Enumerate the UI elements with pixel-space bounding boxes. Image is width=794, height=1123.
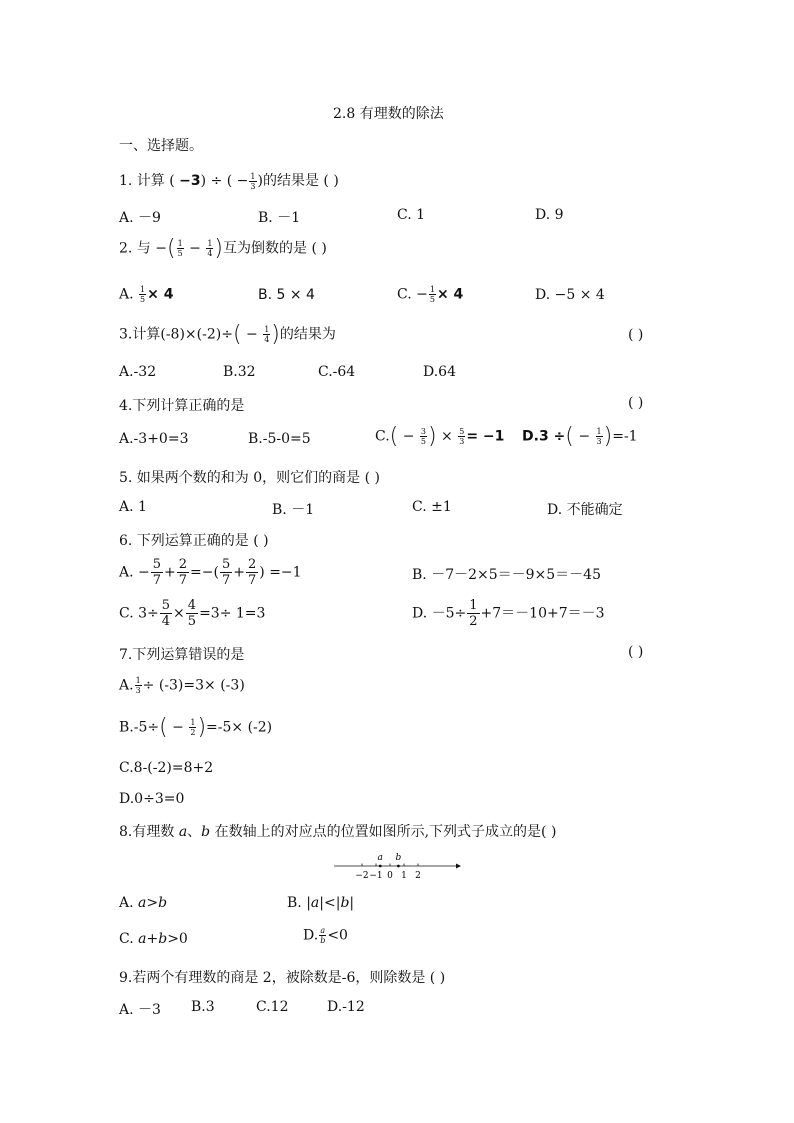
q1-option-c[interactable]: C. 1: [397, 207, 426, 223]
q8-option-d[interactable]: D. $\frac{a}{b}$ <0: [303, 926, 348, 945]
q3-option-c[interactable]: C.-64: [318, 364, 356, 380]
q9-option-d[interactable]: D.-12: [327, 999, 365, 1015]
q5-option-c[interactable]: C. ±1: [412, 499, 452, 515]
q4-answer-blank[interactable]: ( ): [628, 395, 644, 411]
q6-option-d[interactable]: D. －5÷ $\frac{1}{2}$ +7＝－10+7＝－3: [412, 598, 605, 629]
q5-option-d[interactable]: D. 不能确定: [547, 502, 623, 518]
q4-option-b[interactable]: B.-5-0=5: [248, 431, 311, 447]
question-3: 3.计算(-8)×(-2)÷( − $\frac{1}{4}$ )的结果为: [119, 322, 336, 347]
q7-option-c[interactable]: C.8-(-2)=8+2: [119, 760, 214, 776]
q7-option-a[interactable]: A. $\frac{1}{3}$ ÷ (-3)=3× (-3): [119, 676, 245, 695]
q7-option-d[interactable]: D.0÷3=0: [119, 791, 185, 807]
q4-option-c[interactable]: C.( − $\frac{3}{5}$ ) × $\frac{5}{3}$ = −1: [375, 424, 505, 449]
question-7: 7.下列运算错误的是: [119, 647, 245, 663]
q2-option-a[interactable]: A. $\frac{1}{5}$ × 4: [119, 285, 174, 304]
question-5: 5. 如果两个数的和为 0，则它们的商是 ( ): [119, 470, 380, 486]
number-line-tick-label: 0: [387, 871, 393, 881]
point-b-label: b: [395, 853, 402, 863]
number-line-tick-label: 1: [401, 871, 407, 881]
q7-option-b[interactable]: B.-5÷( − $\frac{1}{2}$ )=-5× (-2): [119, 715, 273, 740]
q1-option-d[interactable]: D. 9: [535, 207, 564, 223]
question-2: 2. 与 −( $\frac{1}{5}$ − $\frac{1}{4}$ )互为倒数的是 ( ): [119, 236, 327, 261]
point-a-label: a: [377, 853, 383, 863]
q4-option-d[interactable]: D.3 ÷( − $\frac{1}{3}$ )=-1: [522, 424, 638, 449]
q9-option-b[interactable]: B.3: [191, 999, 215, 1015]
q9-option-c[interactable]: C.12: [256, 999, 289, 1015]
point-a-dot: [379, 865, 382, 868]
q4-option-a[interactable]: A.-3+0=3: [119, 431, 189, 447]
question-4: 4.下列计算正确的是: [119, 398, 245, 414]
section-heading: 一、选择题。: [119, 138, 203, 154]
q3-option-d[interactable]: D.64: [423, 364, 456, 380]
question-9: 9.若两个有理数的商是 2，被除数是-6，则除数是 ( ): [119, 970, 446, 986]
q5-option-b[interactable]: B. －1: [272, 502, 315, 518]
q3-option-a[interactable]: A.-32: [119, 364, 157, 380]
q1-option-b[interactable]: B. －1: [258, 210, 301, 226]
question-1: 1. 计算 ( −3) ÷ ( − $\frac{1}{3}$ )的结果是 ( ): [119, 171, 339, 191]
q5-option-a[interactable]: A. 1: [119, 499, 147, 515]
page-title: 2.8 有理数的除法: [333, 106, 444, 122]
q2-option-d[interactable]: D. −5 × 4: [535, 287, 605, 303]
q8-option-b[interactable]: B. |a|<|b|: [287, 895, 355, 911]
number-line-tick-label: −2: [355, 871, 369, 881]
q6-option-c[interactable]: C. 3÷ $\frac{5}{4}$ × $\frac{4}{5}$ =3÷ 1=3: [119, 598, 266, 629]
q8-option-c[interactable]: C. a+b>0: [119, 931, 188, 947]
number-line-tick-label: 2: [415, 871, 421, 881]
q6-option-b[interactable]: B. －7－2×5＝－9×5＝－45: [412, 567, 601, 583]
question-8: 8.有理数 a、b 在数轴上的对应点的位置如图所示,下列式子成立的是( ): [119, 824, 557, 840]
question-6: 6. 下列运算正确的是 ( ): [119, 533, 269, 549]
q7-answer-blank[interactable]: ( ): [628, 644, 644, 660]
q1-option-a[interactable]: A. －9: [119, 210, 161, 226]
q6-option-a[interactable]: A. − $\frac{5}{7}$ + $\frac{2}{7}$ =−( $\frac{5}{7}$ + $\frac{2}{7}$ ) =−1: [119, 557, 302, 588]
q3-answer-blank[interactable]: ( ): [628, 327, 644, 343]
number-line-figure: [330, 848, 465, 882]
q8-option-a[interactable]: A. a>b: [119, 895, 168, 911]
q2-option-b[interactable]: B. 5 × 4: [258, 287, 315, 303]
number-line-arrow: [456, 864, 461, 869]
q9-option-a[interactable]: A. －3: [119, 1002, 161, 1018]
q2-option-c[interactable]: C. − $\frac{1}{5}$ × 4: [397, 285, 464, 304]
q3-option-b[interactable]: B.32: [223, 364, 256, 380]
number-line-tick-label: −1: [369, 871, 383, 881]
point-b-dot: [397, 865, 400, 868]
